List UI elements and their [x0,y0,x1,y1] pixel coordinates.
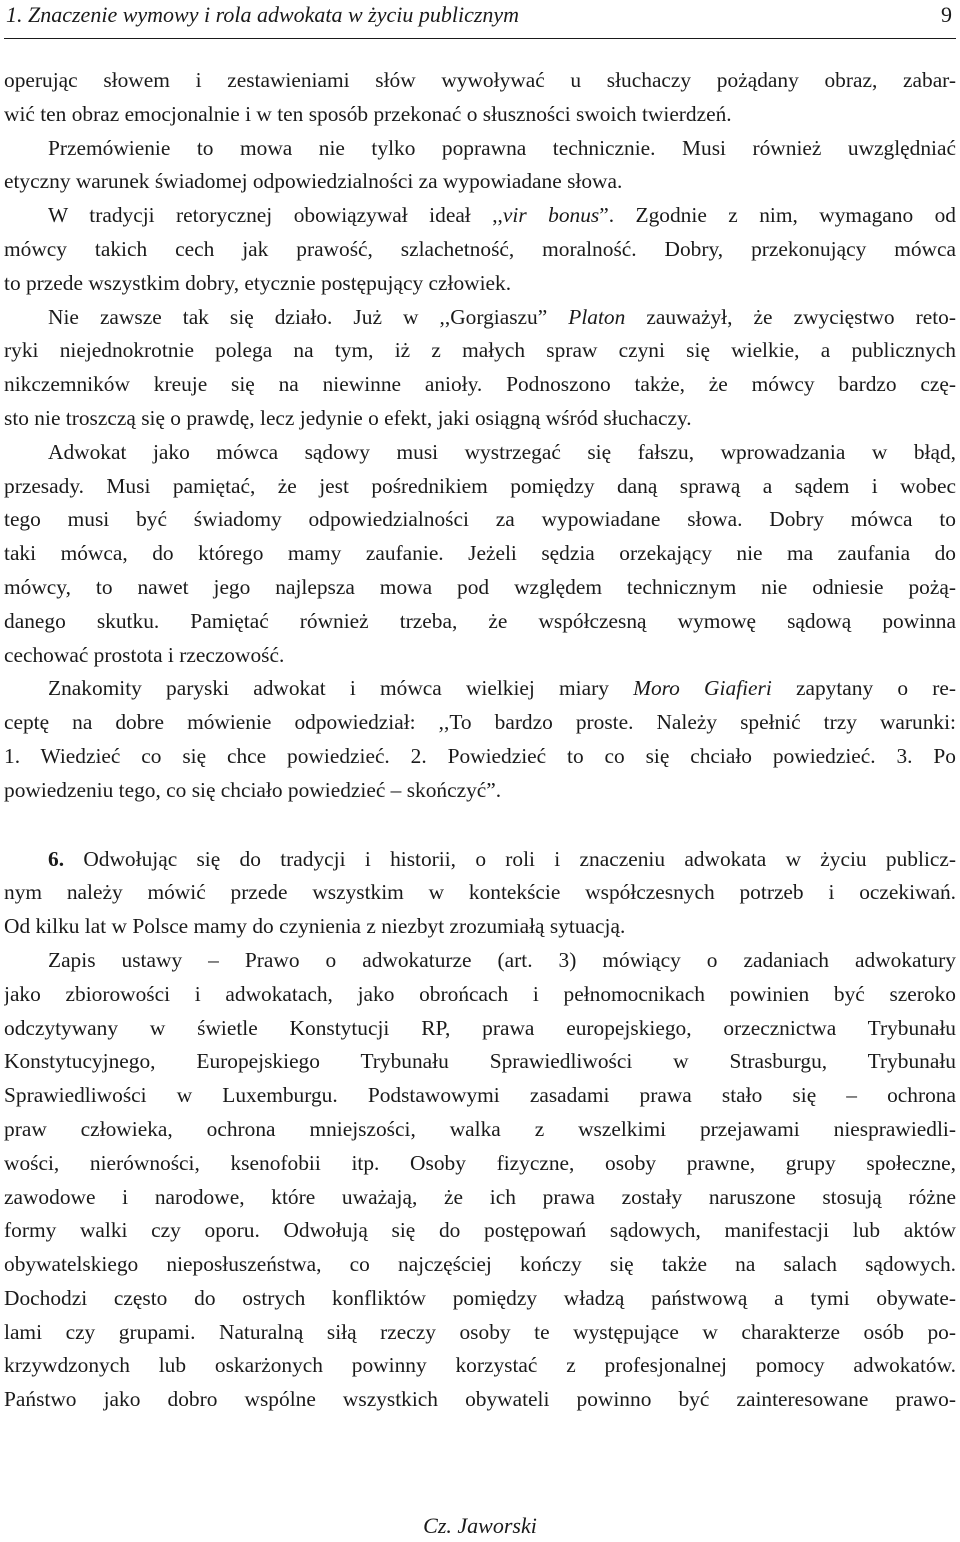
text-line: cechować prostota i rzeczowość. [4,642,285,667]
footer-author: Cz. Jaworski [423,1513,537,1538]
text-line: formy walki czy oporu. Odwołują się do postępowań sądowych, manifestacji lub aktów [4,1218,956,1243]
text-line: Sprawiedliwości w Luxemburgu. Podstawowymi zasadami prawa stało się – ochrona [4,1083,956,1108]
text-line: danego skutku. Pamiętać również trzeba, że współczesną wymowę sądową powinna [4,608,956,633]
text-line: odczytywany w świetle Konstytucji RP, prawa europejskiego, orzecznictwa Trybunału [4,1015,956,1040]
text-line: mówcy takich cech jak prawość, szlachetność, moralność. Dobry, przekonujący mówca [4,236,956,261]
paragraph [4,436,956,673]
text-line: jako zbiorowości i adwokatach, jako obrońcach i pełnomocnikach powinien być szeroko [4,981,956,1006]
text-line: Nie zawsze tak się działo. Już w ,,Gorgiaszu” Platon zauważył, że zwycięstwo reto- [48,304,956,329]
text-line: powiedzeniu tego, co się chciało powiedzieć – skończyć”. [4,777,502,802]
text-line: ryki niejednokrotnie polega na tym, iż z małych spraw czyni się wielkie, a publicznych [4,338,956,363]
text-line: Przemówienie to mowa nie tylko poprawna technicznie. Musi również uwzględniać [48,135,956,160]
text-line: operując słowem i zestawieniami słów wywoływać u słuchaczy pożądany obraz, zabar- [4,68,956,92]
paragraph [4,944,956,1417]
body-text [4,64,956,1417]
text-line [4,843,956,877]
text-line: przesady. Musi pamiętać, że jest pośrednikiem pomiędzy daną sprawą a sądem i wobec [4,473,956,498]
text-line: sto nie troszczą się o prawdę, lecz jedynie o efekt, jaki osiągną wśród słuchaczy. [4,405,692,430]
header-rule [4,38,956,39]
text-line: etyczny warunek świadomej odpowiedzialności za wypowiadane słowa. [4,169,623,194]
text-line: wić ten obraz emocjonalnie i w ten sposób przekonać o słuszności swoich twierdzeń. [4,101,732,126]
text-line: 1. Wiedzieć co się chce powiedzieć. 2. Powiedzieć to co się chciało powiedzieć. 3. Po [4,743,956,768]
text-line: Znakomity paryski adwokat i mówca wielkiej miary Moro Giafieri zapytany o re- [48,676,956,701]
text-line: Konstytucyjnego, Europejskiego Trybunału Sprawiedliwości w Strasburgu, Trybunału [4,1049,956,1074]
text-line: mówcy, to nawet jego najlepsza mowa pod względem technicznym nie odniesie pożą- [4,574,956,599]
paragraph-numbered [4,843,956,944]
paragraph [4,199,956,300]
paragraph [4,301,956,436]
page-number: 9 [941,2,952,27]
text-line: lami czy grupami. Naturalną siłą rzeczy osoby te występujące w charakterze osób po- [4,1319,956,1344]
text-line: nikczemników kreuje się na niewinne anioły. Podnoszono także, że mówcy bardzo czę- [4,372,956,397]
text-line: nym należy mówić przede wszystkim w kontekście współczesnych potrzeb i oczekiwań. [4,880,956,905]
text-line: W tradycji retorycznej obowiązywał ideał ,,vir bonus”. Zgodnie z nim, wymagano od [48,203,956,228]
paragraph [4,672,956,807]
running-title: 1. Znaczenie wymowy i rola adwokata w życiu publicznym [6,2,520,27]
text-line: Adwokat jako mówca sądowy musi wystrzegać się fałszu, wprowadzania w błąd, [48,439,956,464]
text-line: Zapis ustawy – Prawo o adwokaturze (art. 3) mówiący o zadaniach adwokatury [48,947,956,972]
section-number: 6. [48,846,65,871]
text-line: krzywdzonych lub oskarżonych powinny korzystać z profesjonalnej pomocy adwokatów. [4,1353,956,1378]
text-line-rest: Odwołując się do tradycji i historii, o roli i znaczeniu adwokata w życiu publicz- [64,846,956,871]
text-line: obywatelskiego nieposłuszeństwa, co najczęściej kończy się także na salach sądowych. [4,1252,956,1277]
text-line: to przede wszystkim dobry, etycznie postępujący człowiek. [4,270,512,295]
text-line: tego musi być świadomy odpowiedzialności za wypowiadane słowa. Dobry mówca to [4,507,956,532]
text-line: praw człowieka, ochrona mniejszości, walka z wszelkimi przejawami niesprawiedli- [4,1116,956,1141]
text-line: Państwo jako dobro wspólne wszystkich obywateli powinno być zainteresowane prawo- [4,1387,956,1412]
text-line: wości, nierówności, ksenofobii itp. Osoby fizyczne, osoby prawne, grupy społeczne, [4,1150,956,1175]
text-line: Od kilku lat w Polsce mamy do czynienia z niezbyt zrozumiałą sytuacją. [4,914,626,939]
running-header [6,2,952,28]
paragraph [4,132,956,200]
text-line: taki mówca, do którego mamy zaufanie. Jeżeli sędzia orzekający nie ma zaufania do [4,541,956,566]
text-line: zawodowe i narodowe, które uważają, że ich prawa zostały naruszone stosują różne [4,1184,956,1209]
text-line: ceptę na dobre mówienie odpowiedział: ,,To bardzo proste. Należy spełnić trzy warunki: [4,710,956,735]
text-line: Dochodzi często do ostrych konfliktów pomiędzy władzą państwową a tymi obywate- [4,1285,956,1310]
section-gap [4,808,956,843]
paragraph [4,64,956,132]
